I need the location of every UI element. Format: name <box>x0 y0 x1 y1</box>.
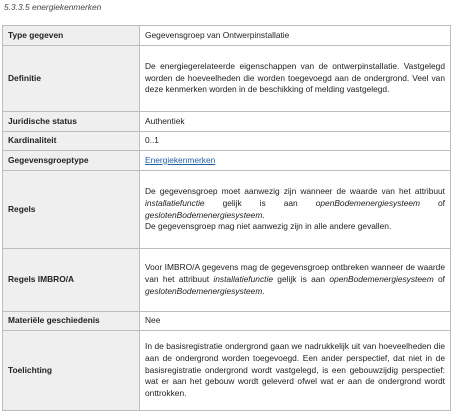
row-label-toelichting: Toelichting <box>3 331 140 411</box>
table-row <box>3 112 451 132</box>
energiekenmerken-link[interactable]: Energiekenmerken <box>145 154 216 165</box>
row-label-type: Type gegeven <box>3 26 140 46</box>
regels-paragraph-1: De gegevensgroep moet aanwezig zijn wanneer de waarde van het attribuut installatiefunctie gelijk is aan openBodemenergiesysteem of geslotenBodemenergiesysteem. <box>145 185 446 220</box>
row-label-regels-imbro: Regels IMBRO/A <box>3 249 140 312</box>
row-value-regels <box>140 171 451 249</box>
attribute-table <box>2 25 451 411</box>
regels-paragraph-2: De gegevensgroep mag niet aanwezig zijn in alle andere gevallen. <box>145 221 392 232</box>
row-value-juridisch: Authentiek <box>140 112 451 132</box>
table-row <box>3 151 451 171</box>
row-value-regels-imbro: Voor IMBRO/A gegevens mag de gegevensgroep ontbreken wanneer de waarde van het attribuut installatiefunctie gelijk is aan openBodemenergiesysteem of geslotenBodemenergiesysteem. <box>140 249 451 312</box>
table-row <box>3 26 451 46</box>
row-value-type: Gegevensgroep van Ontwerpinstallatie <box>140 26 451 46</box>
row-value-kardinaliteit: 0..1 <box>140 132 451 151</box>
table-row <box>3 46 451 112</box>
table-row <box>3 171 451 249</box>
table-row <box>3 249 451 312</box>
row-value-groeptype <box>140 151 451 171</box>
row-value-definitie: De energiegerelateerde eigenschappen van de ontwerpinstallatie. Vastgelegd worden de hoeveelheden die worden toegevoegd aan de ondergrond. Veel van deze kenmerken worden in de beschikking of melding vastgelegd. <box>140 46 451 112</box>
row-value-toelichting: In de basisregistratie ondergrond gaan we nadrukkelijk uit van hoeveelheden die aan de ondergrond worden toegevoegd. Een ander perspectief, dat niet in de basisregistratie ondergrond wordt vastgelegd, is een gebouwzijdig perspectief: wat er aan het gebouw wordt geleverd ofwel wat er aan de ondergrond wordt onttrokken. <box>140 331 451 411</box>
row-label-materieel: Materiële geschiedenis <box>3 312 140 331</box>
row-label-groeptype: Gegevensgroeptype <box>3 151 140 171</box>
row-label-kardinaliteit: Kardinaliteit <box>3 132 140 151</box>
row-label-regels: Regels <box>3 171 140 249</box>
table-row <box>3 312 451 331</box>
row-label-juridisch: Juridische status <box>3 112 140 132</box>
table-row <box>3 331 451 411</box>
section-heading: 5.3.3.5 energiekenmerken <box>4 2 102 12</box>
row-label-definitie: Definitie <box>3 46 140 112</box>
table-row <box>3 132 451 151</box>
row-value-materieel: Nee <box>140 312 451 331</box>
